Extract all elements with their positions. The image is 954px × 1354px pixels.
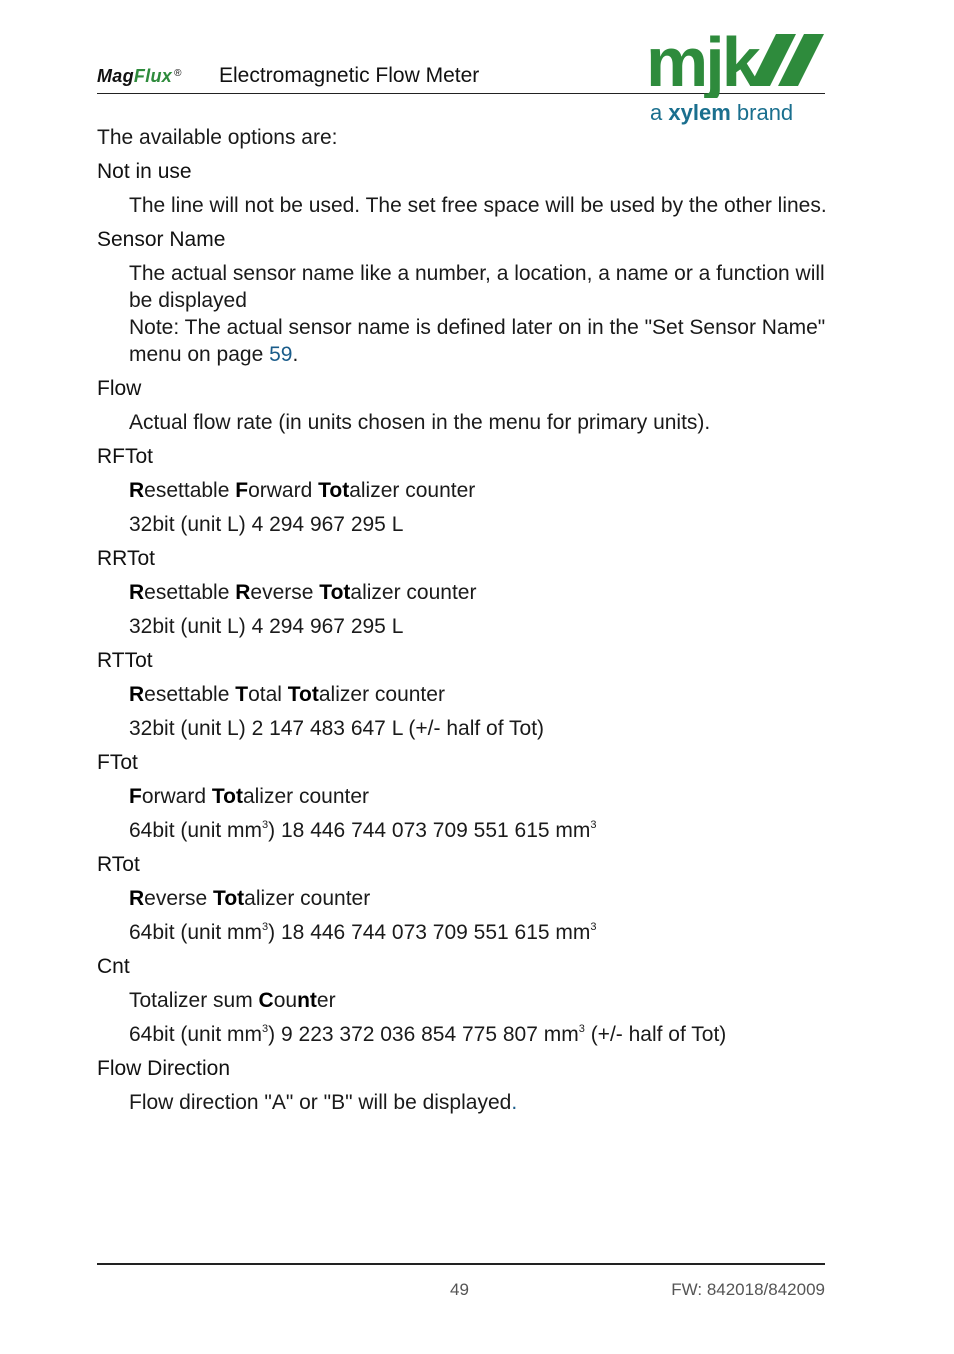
option-description <box>97 681 837 742</box>
t: otal <box>248 683 288 706</box>
t: esettable <box>144 581 236 604</box>
logo-brand: brand <box>736 100 794 125</box>
sup: 3 <box>578 1023 585 1035</box>
t: everse <box>144 887 214 910</box>
hl: Tot <box>318 479 350 502</box>
header-title: Electromagnetic Flow Meter <box>219 64 480 87</box>
t: ) 9 223 372 036 854 775 807 mm <box>268 1023 579 1046</box>
hl: Tot <box>287 683 319 706</box>
t: 64bit (unit mm <box>129 819 263 842</box>
description-text: The line will not be used. The set free space will be used by the other lines. <box>129 194 827 217</box>
spec-text: 32bit (unit L) 4 294 967 295 L <box>129 513 404 536</box>
hl: R <box>129 683 145 706</box>
t: everse <box>250 581 320 604</box>
footer-divider <box>97 1263 825 1265</box>
description-text <box>129 477 837 504</box>
t: ) 18 446 744 073 709 551 615 mm <box>268 921 591 944</box>
option-term: Flow <box>97 377 142 400</box>
option-term: Cnt <box>97 955 130 978</box>
option-term: Not in use <box>97 160 192 183</box>
brand-flux: Flux <box>133 66 173 86</box>
hl: F <box>235 479 249 502</box>
option-description <box>97 192 837 219</box>
description-text: The actual sensor name like a number, a location, a name or a function will be displayed <box>129 262 825 312</box>
sup: 3 <box>262 819 269 831</box>
spec-text <box>129 919 837 946</box>
page-content <box>97 124 837 1123</box>
sup: 3 <box>262 921 269 933</box>
magflux-brand <box>97 66 182 87</box>
hl: T <box>235 683 249 706</box>
sup: 3 <box>590 921 597 933</box>
mjk-logo <box>646 32 828 130</box>
description-text: Actual flow rate (in units chosen in the menu for primary units). <box>129 411 711 434</box>
option-description <box>97 885 837 946</box>
hl: Tot <box>211 785 243 808</box>
t: ) 18 446 744 073 709 551 615 mm <box>268 819 591 842</box>
t: (+/- half of Tot) <box>584 1023 727 1046</box>
option-term: Sensor Name <box>97 228 226 251</box>
t: alizer counter <box>244 887 371 910</box>
t: orward <box>248 479 319 502</box>
description-text <box>129 681 837 708</box>
note-end: . <box>292 343 299 366</box>
hl: Tot <box>213 887 245 910</box>
hl: R <box>129 581 145 604</box>
sup: 3 <box>590 819 597 831</box>
description-text <box>129 1089 837 1116</box>
note-body: Note: The actual sensor name is defined later on in the "Set Sensor Name" menu on page <box>129 316 826 366</box>
hl: R <box>235 581 251 604</box>
option-term: FTot <box>97 751 138 774</box>
t: alizer counter <box>350 581 477 604</box>
note-text <box>129 314 837 368</box>
logo-mjk-text: mjk <box>646 32 758 98</box>
t: er <box>316 989 336 1012</box>
option-term: RRTot <box>97 547 155 570</box>
page-link[interactable]: 59 <box>269 343 293 366</box>
mjk-logo-icon <box>646 32 828 98</box>
option-description <box>97 987 837 1048</box>
option-term: RTTot <box>97 649 153 672</box>
hl: C <box>258 989 274 1012</box>
description-text <box>129 783 837 810</box>
option-term: Flow Direction <box>97 1057 231 1080</box>
t: alizer counter <box>242 785 370 808</box>
sup: 3 <box>262 1023 269 1035</box>
option-description <box>97 1089 837 1116</box>
description-text <box>129 885 837 912</box>
option-description <box>97 260 837 368</box>
option-description <box>97 477 837 538</box>
description-text <box>129 987 837 1014</box>
spec-text: 32bit (unit L) 4 294 967 295 L <box>129 615 404 638</box>
spec-text <box>129 817 837 844</box>
logo-tagline <box>650 100 793 126</box>
hl: Tot <box>319 581 351 604</box>
t: alizer counter <box>318 683 445 706</box>
t: orward <box>141 785 212 808</box>
t: esettable <box>144 683 236 706</box>
firmware-version: FW: 842018/842009 <box>671 1280 825 1299</box>
logo-a: a <box>650 100 663 125</box>
hl: nt <box>297 989 317 1012</box>
hl: R <box>129 479 145 502</box>
t: 64bit (unit mm <box>129 1023 263 1046</box>
t: 64bit (unit mm <box>129 921 263 944</box>
registered-mark: ® <box>174 68 182 79</box>
option-description <box>97 409 837 436</box>
t: . <box>511 1091 518 1114</box>
intro-text: The available options are: <box>97 126 338 149</box>
t: alizer counter <box>349 479 476 502</box>
spec-text <box>129 1021 837 1048</box>
description-text <box>129 579 837 606</box>
t: Totalizer sum <box>129 989 259 1012</box>
option-description <box>97 579 837 640</box>
option-description <box>97 783 837 844</box>
option-term: RFTot <box>97 445 154 468</box>
hl: R <box>129 887 145 910</box>
option-term: RTot <box>97 853 140 876</box>
t: ou <box>273 989 298 1012</box>
t: esettable <box>144 479 236 502</box>
logo-xylem: xylem <box>668 100 731 125</box>
t: Flow direction "A" or "B" will be displayed <box>129 1091 512 1114</box>
page-number: 49 <box>450 1280 469 1299</box>
hl: F <box>129 785 142 808</box>
brand-mag: Mag <box>97 66 134 86</box>
spec-text: 32bit (unit L) 2 147 483 647 L (+/- half of Tot) <box>129 717 545 740</box>
